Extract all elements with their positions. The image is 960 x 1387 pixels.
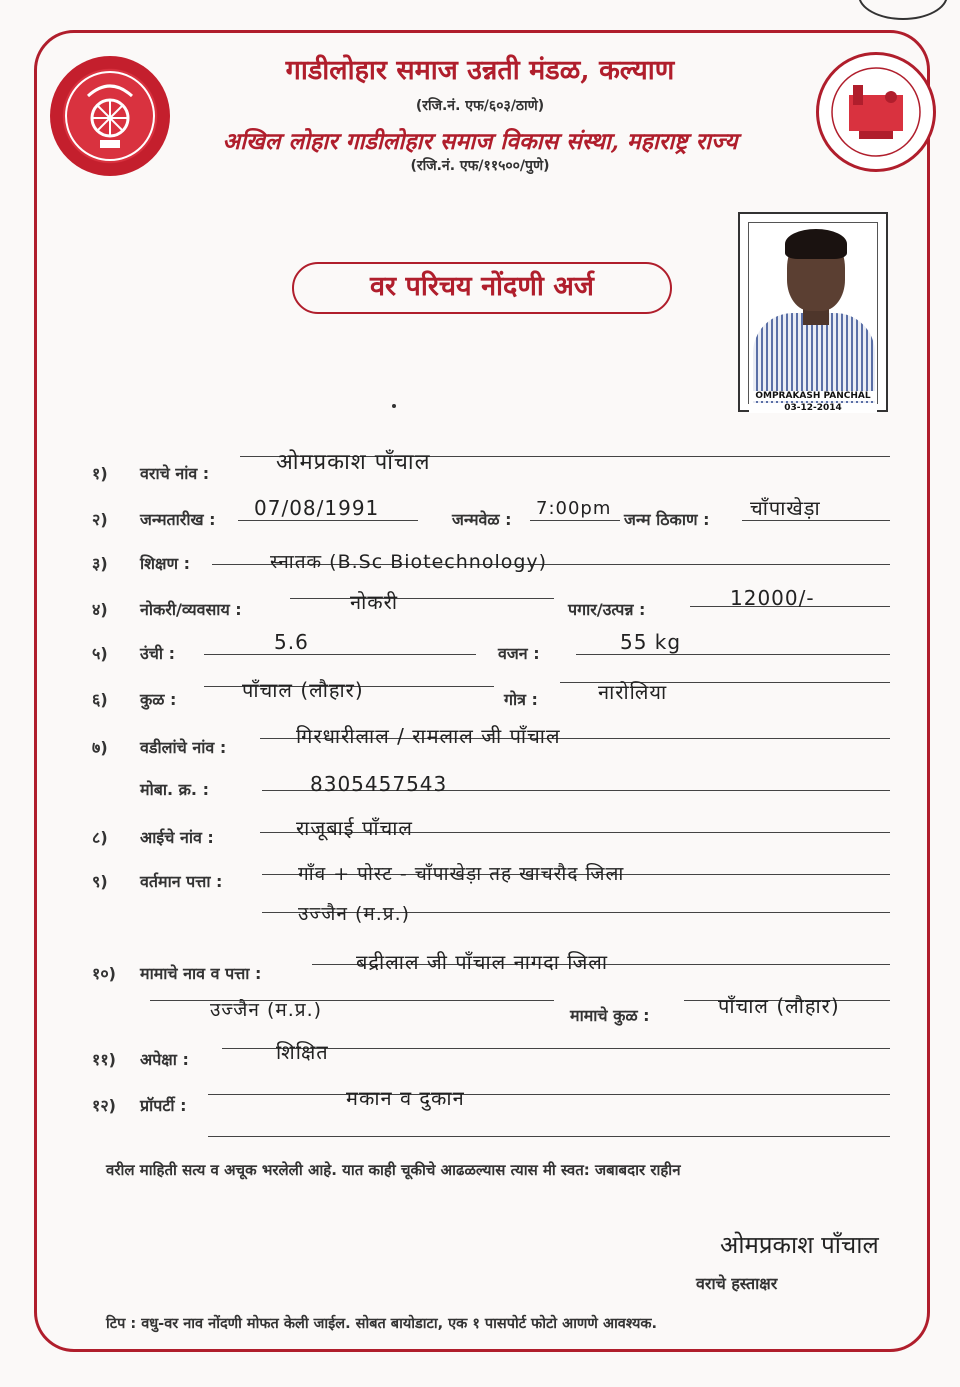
maternal-value-1: बद्रीलाल जी पाँचाल नागदा जिला [356, 950, 609, 974]
gotra-value: नारोलिया [598, 680, 668, 704]
kul-label: कुळ : [140, 690, 177, 709]
org-title-1: गाडीलोहार समाज उन्नती मंडळ, कल्याण [285, 55, 675, 86]
expectation-label: अपेक्षा : [140, 1050, 189, 1069]
height-line [204, 654, 476, 655]
field-number: ९) [92, 872, 108, 891]
corner-mark [858, 0, 948, 20]
dob-label: जन्मतारीख : [140, 510, 216, 529]
name-label: वराचे नांव : [140, 464, 210, 483]
dob-line [238, 520, 418, 521]
property-label: प्रॉपर्टी : [140, 1096, 187, 1115]
weight-value: 55 kg [620, 630, 682, 654]
height-value: 5.6 [274, 630, 309, 654]
address-value-2: उज्जैन (म.प्र.) [298, 903, 411, 925]
maternal-value-2: उज्जैन (म.प्र.) [210, 999, 323, 1021]
passport-photo [738, 212, 888, 412]
photo-caption-date: 03-12-2014 [749, 403, 877, 413]
declaration: वरील माहिती सत्य व अचूक भरलेली आहे. यात काही चूकीचे आढळल्यास त्यास मी स्वत: जबाबदार राहीन [106, 1161, 681, 1179]
birth-place-label: जन्म ठिकाण : [624, 510, 710, 529]
maternal-kul-value: पाँचाल (लौहार) [718, 994, 840, 1018]
field-number: २) [92, 510, 108, 529]
mobile-value: 8305457543 [310, 772, 448, 796]
father-label: वडीलांचे नांव : [140, 738, 227, 757]
field-number: ८) [92, 828, 108, 847]
right-seal-logo [816, 52, 936, 172]
field-number: १०) [92, 964, 116, 983]
signature: ओमप्रकाश पाँचाल [720, 1231, 879, 1259]
weight-label: वजन : [498, 644, 540, 663]
father-value: गिरधारीलाल / रामलाल जी पाँचाल [296, 724, 561, 748]
property-line-1 [208, 1094, 890, 1095]
org-title-2: अखिल लोहार गाडीलोहार समाज विकास संस्था, महाराष्ट्र राज्य [222, 128, 738, 155]
job-line [290, 598, 554, 599]
field-number: ७) [92, 738, 108, 757]
field-number: ५) [92, 644, 108, 663]
gotra-label: गोत्र : [504, 690, 538, 709]
tip-note: टिप : वधु-वर नाव नोंदणी मोफत केली जाईल. सोबत बायोडाटा, एक १ पासपोर्ट फोटो आणणे आवश्यक. [106, 1316, 658, 1332]
mother-value: राजूबाई पाँचाल [296, 816, 413, 840]
maternal-label: मामाचे नाव व पत्ता : [140, 964, 262, 983]
field-number: १२) [92, 1096, 116, 1115]
dob-value: 07/08/1991 [254, 496, 380, 520]
left-seal-logo [50, 56, 170, 176]
photo-caption-name: OMPRAKASH PANCHAL [749, 391, 877, 401]
height-label: उंची : [140, 644, 176, 663]
birth-time-value: 7:00pm [536, 498, 612, 519]
kul-value: पाँचाल (लौहार) [242, 678, 364, 702]
education-label: शिक्षण : [140, 554, 191, 573]
education-value: स्नातक (B.Sc Biotechnology) [270, 551, 548, 573]
field-number: ६) [92, 690, 108, 709]
org-reg-2: (रजि.नं. एफ/११५००/पुणे) [410, 158, 550, 174]
stray-dot [392, 404, 396, 408]
birth-time-line [530, 520, 620, 521]
form-title: वर परिचय नोंदणी अर्ज [292, 262, 672, 314]
field-number: ३) [92, 554, 108, 573]
field-number: १) [92, 464, 108, 483]
job-value: नोकरी [350, 590, 398, 614]
signature-label: वराचे हस्ताक्षर [696, 1274, 778, 1293]
salary-value: 12000/- [730, 586, 815, 610]
address-label: वर्तमान पत्ता : [140, 872, 223, 891]
job-label: नोकरी/व्यवसाय : [140, 600, 242, 619]
salary-label: पगार/उत्पन्न : [568, 600, 646, 619]
field-number: ४) [92, 600, 108, 619]
property-line-2 [208, 1136, 890, 1137]
mobile-label: मोबा. क्र. : [140, 780, 209, 799]
mother-label: आईचे नांव : [140, 828, 214, 847]
field-number: ११) [92, 1050, 116, 1069]
name-value: ओमप्रकाश पाँचाल [276, 450, 431, 475]
org-reg-1: (रजि.नं. एफ/६०३/ठाणे) [415, 98, 545, 114]
address-value-1: गाँव + पोस्ट - चाँपाखेड़ा तह खाचरौद जिला [298, 863, 625, 885]
birth-place-value: चाँपाखेड़ा [750, 496, 821, 520]
weight-line [576, 654, 890, 655]
property-value: मकान व दुकान [346, 1086, 465, 1110]
maternal-kul-label: मामाचे कुळ : [570, 1006, 650, 1025]
birth-time-label: जन्मवेळ : [452, 510, 512, 529]
expectation-value: शिक्षित [276, 1040, 329, 1064]
